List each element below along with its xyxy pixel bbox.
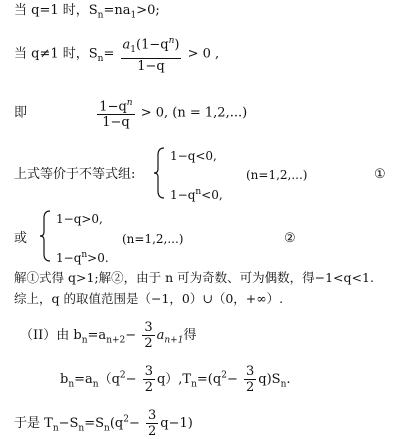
bn-tn-line: $b_n=a_n(q^2-$ $\frac{3}{2}$ $q),T_n=(q^2-$ $\frac{3}{2}$ $q)S_n$. [60,364,291,395]
system-two-row2: $1-q^n>0$. [56,250,109,265]
system-two-condition: (n=1,2,...) [122,232,184,246]
solution-line: 解①式得 q>1;解②，由于 n 可为奇数、可为偶数，得−1<q<1. [14,270,374,285]
system-one-mark: ① [374,167,386,182]
system-two-lead: 或 [14,231,28,246]
system-two-mark: ② [284,231,296,246]
system-two-row1: 1−q>0, [56,212,103,226]
line-q-equals-1: 当 q=1 时，$S_n=na_1>0$; [14,3,160,21]
sum-fraction: $\frac{a_1(1-q^n)}{1-q}$ [122,36,180,74]
summary-line: 综上，q 的取值范围是（−1，0）∪（0，+∞）. [14,291,284,306]
bn-fraction: $\frac{3}{2}$ [144,364,153,395]
part-two-line: （II）由 $b_n=a_{n+2}-$ $\frac{3}{2}$ $a_{n+1}$得 [20,320,197,351]
brace-two [40,210,52,262]
system-one-row2: $1-q^n<0$, [170,187,223,202]
ratio-fraction: $\frac{1-q^n}{1-q}$ [99,98,133,131]
system-one-row1: 1−q<0, [170,149,217,163]
tn-fraction: $\frac{3}{2}$ [245,364,255,395]
difference-line: 于是 $T_n-S_n=S_n(q^2-$ $\frac{3}{2}$ q−1) [14,408,193,439]
line-therefore: 即 $\frac{1-q^n}{1-q}$ > 0, (n = 1,2,...) [14,98,248,131]
system-one-condition: (n=1,2,...) [246,168,308,182]
brace-one [154,147,166,199]
system-one-lead: 上式等价于不等式组: [14,167,136,182]
three-halves-fraction: $\frac{3}{2}$ [144,320,153,351]
difference-fraction: $\frac{3}{2}$ [148,408,157,439]
line-q-not-1: 当 q≠1 时，$S_n=$ $\frac{a_1(1-q^n)}{1-q}$ > 0 , [14,36,220,74]
